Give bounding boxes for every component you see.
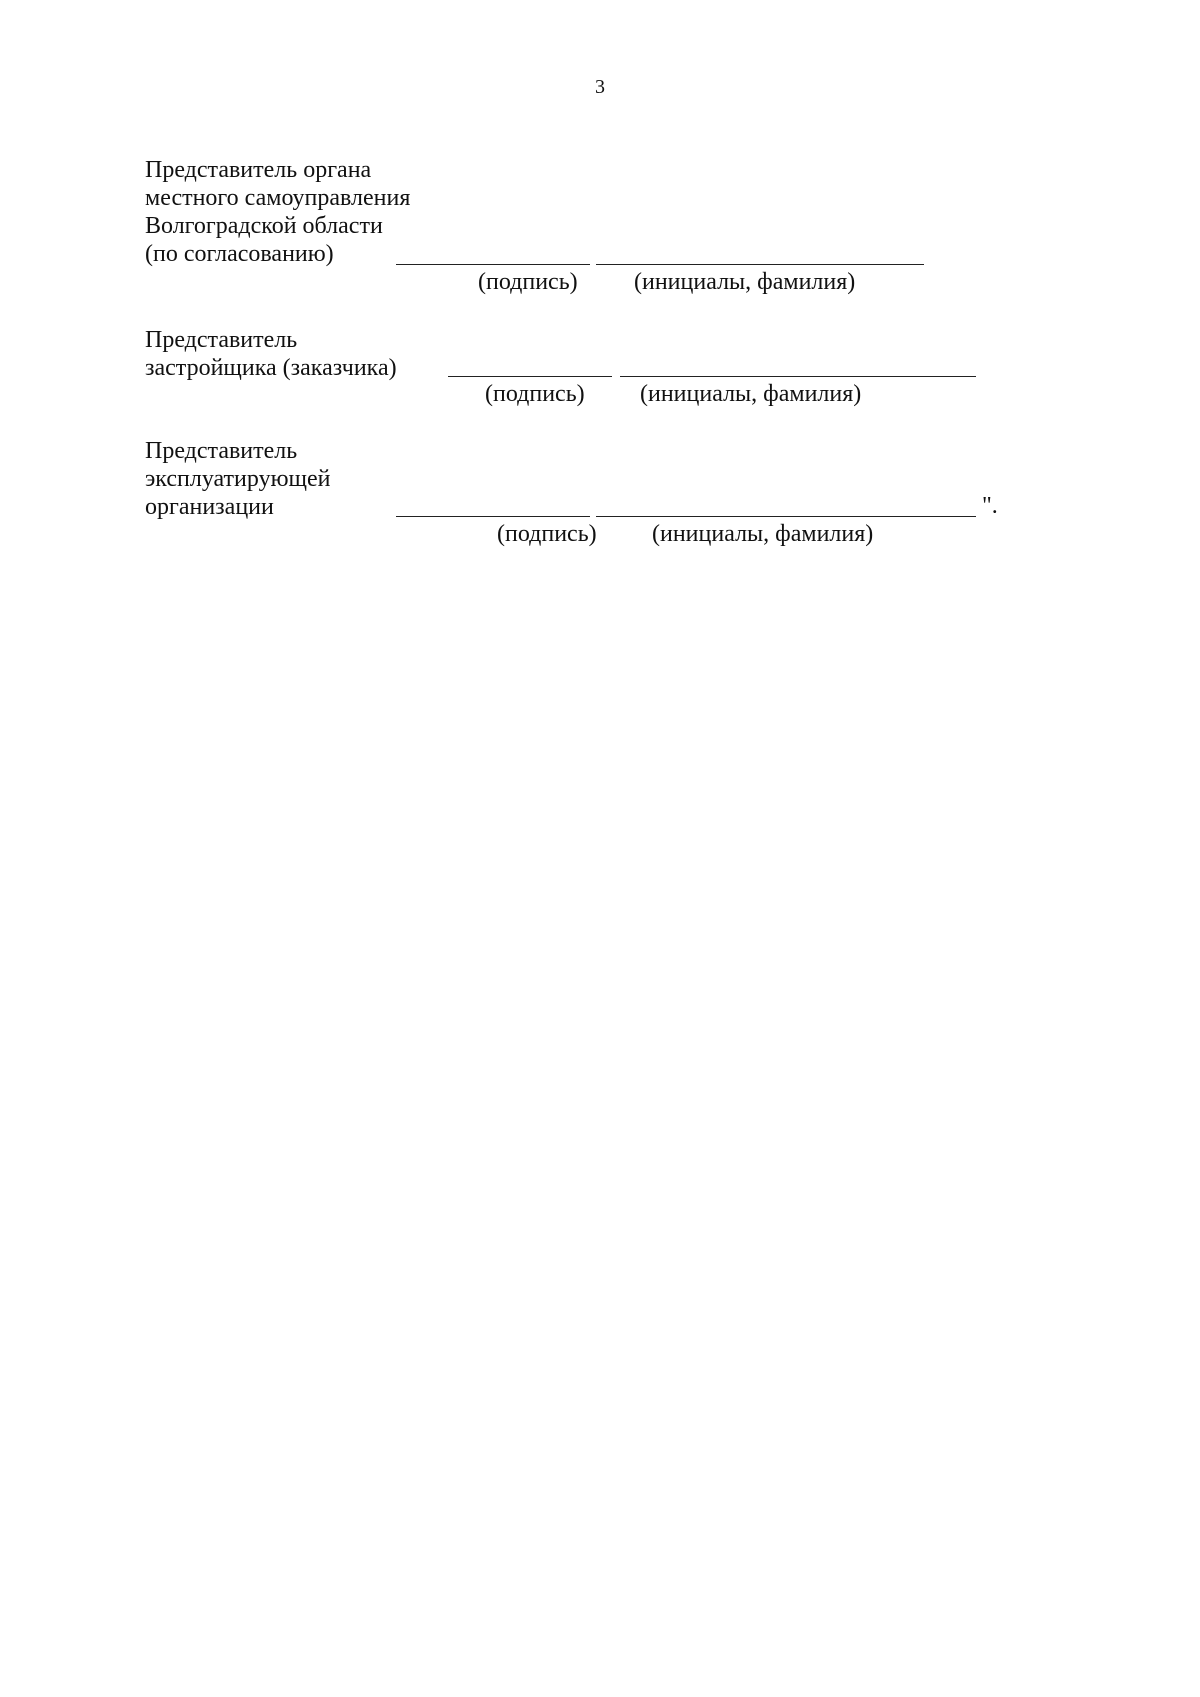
role-label: [145, 156, 410, 268]
name-line: [596, 264, 924, 265]
role-label: [145, 326, 397, 382]
closing-quote-mark: ".: [982, 493, 998, 519]
name-caption: (инициалы, фамилия): [634, 269, 856, 295]
name-caption: (инициалы, фамилия): [640, 381, 862, 407]
role-line: Представитель: [145, 327, 298, 353]
signature-line: [448, 376, 612, 377]
signature-caption: (подпись): [497, 521, 597, 547]
name-caption: (инициалы, фамилия): [652, 521, 874, 547]
name-line: [620, 376, 976, 377]
signature-caption: (подпись): [485, 381, 585, 407]
page-number: 3: [595, 76, 605, 98]
role-line: застройщика (заказчика): [145, 355, 397, 381]
role-line: Волгоградской области: [145, 213, 383, 239]
role-line: Представитель органа: [145, 157, 372, 183]
signature-line: [396, 264, 590, 265]
role-line: эксплуатирующей: [145, 466, 331, 492]
signature-caption: (подпись): [478, 269, 578, 295]
signature-line: [396, 516, 590, 517]
name-line: [596, 516, 976, 517]
role-line: местного самоуправления: [145, 185, 411, 211]
role-label: [145, 437, 330, 521]
role-line: (по согласованию): [145, 241, 334, 267]
role-line: Представитель: [145, 438, 298, 464]
role-line: организации: [145, 494, 274, 520]
